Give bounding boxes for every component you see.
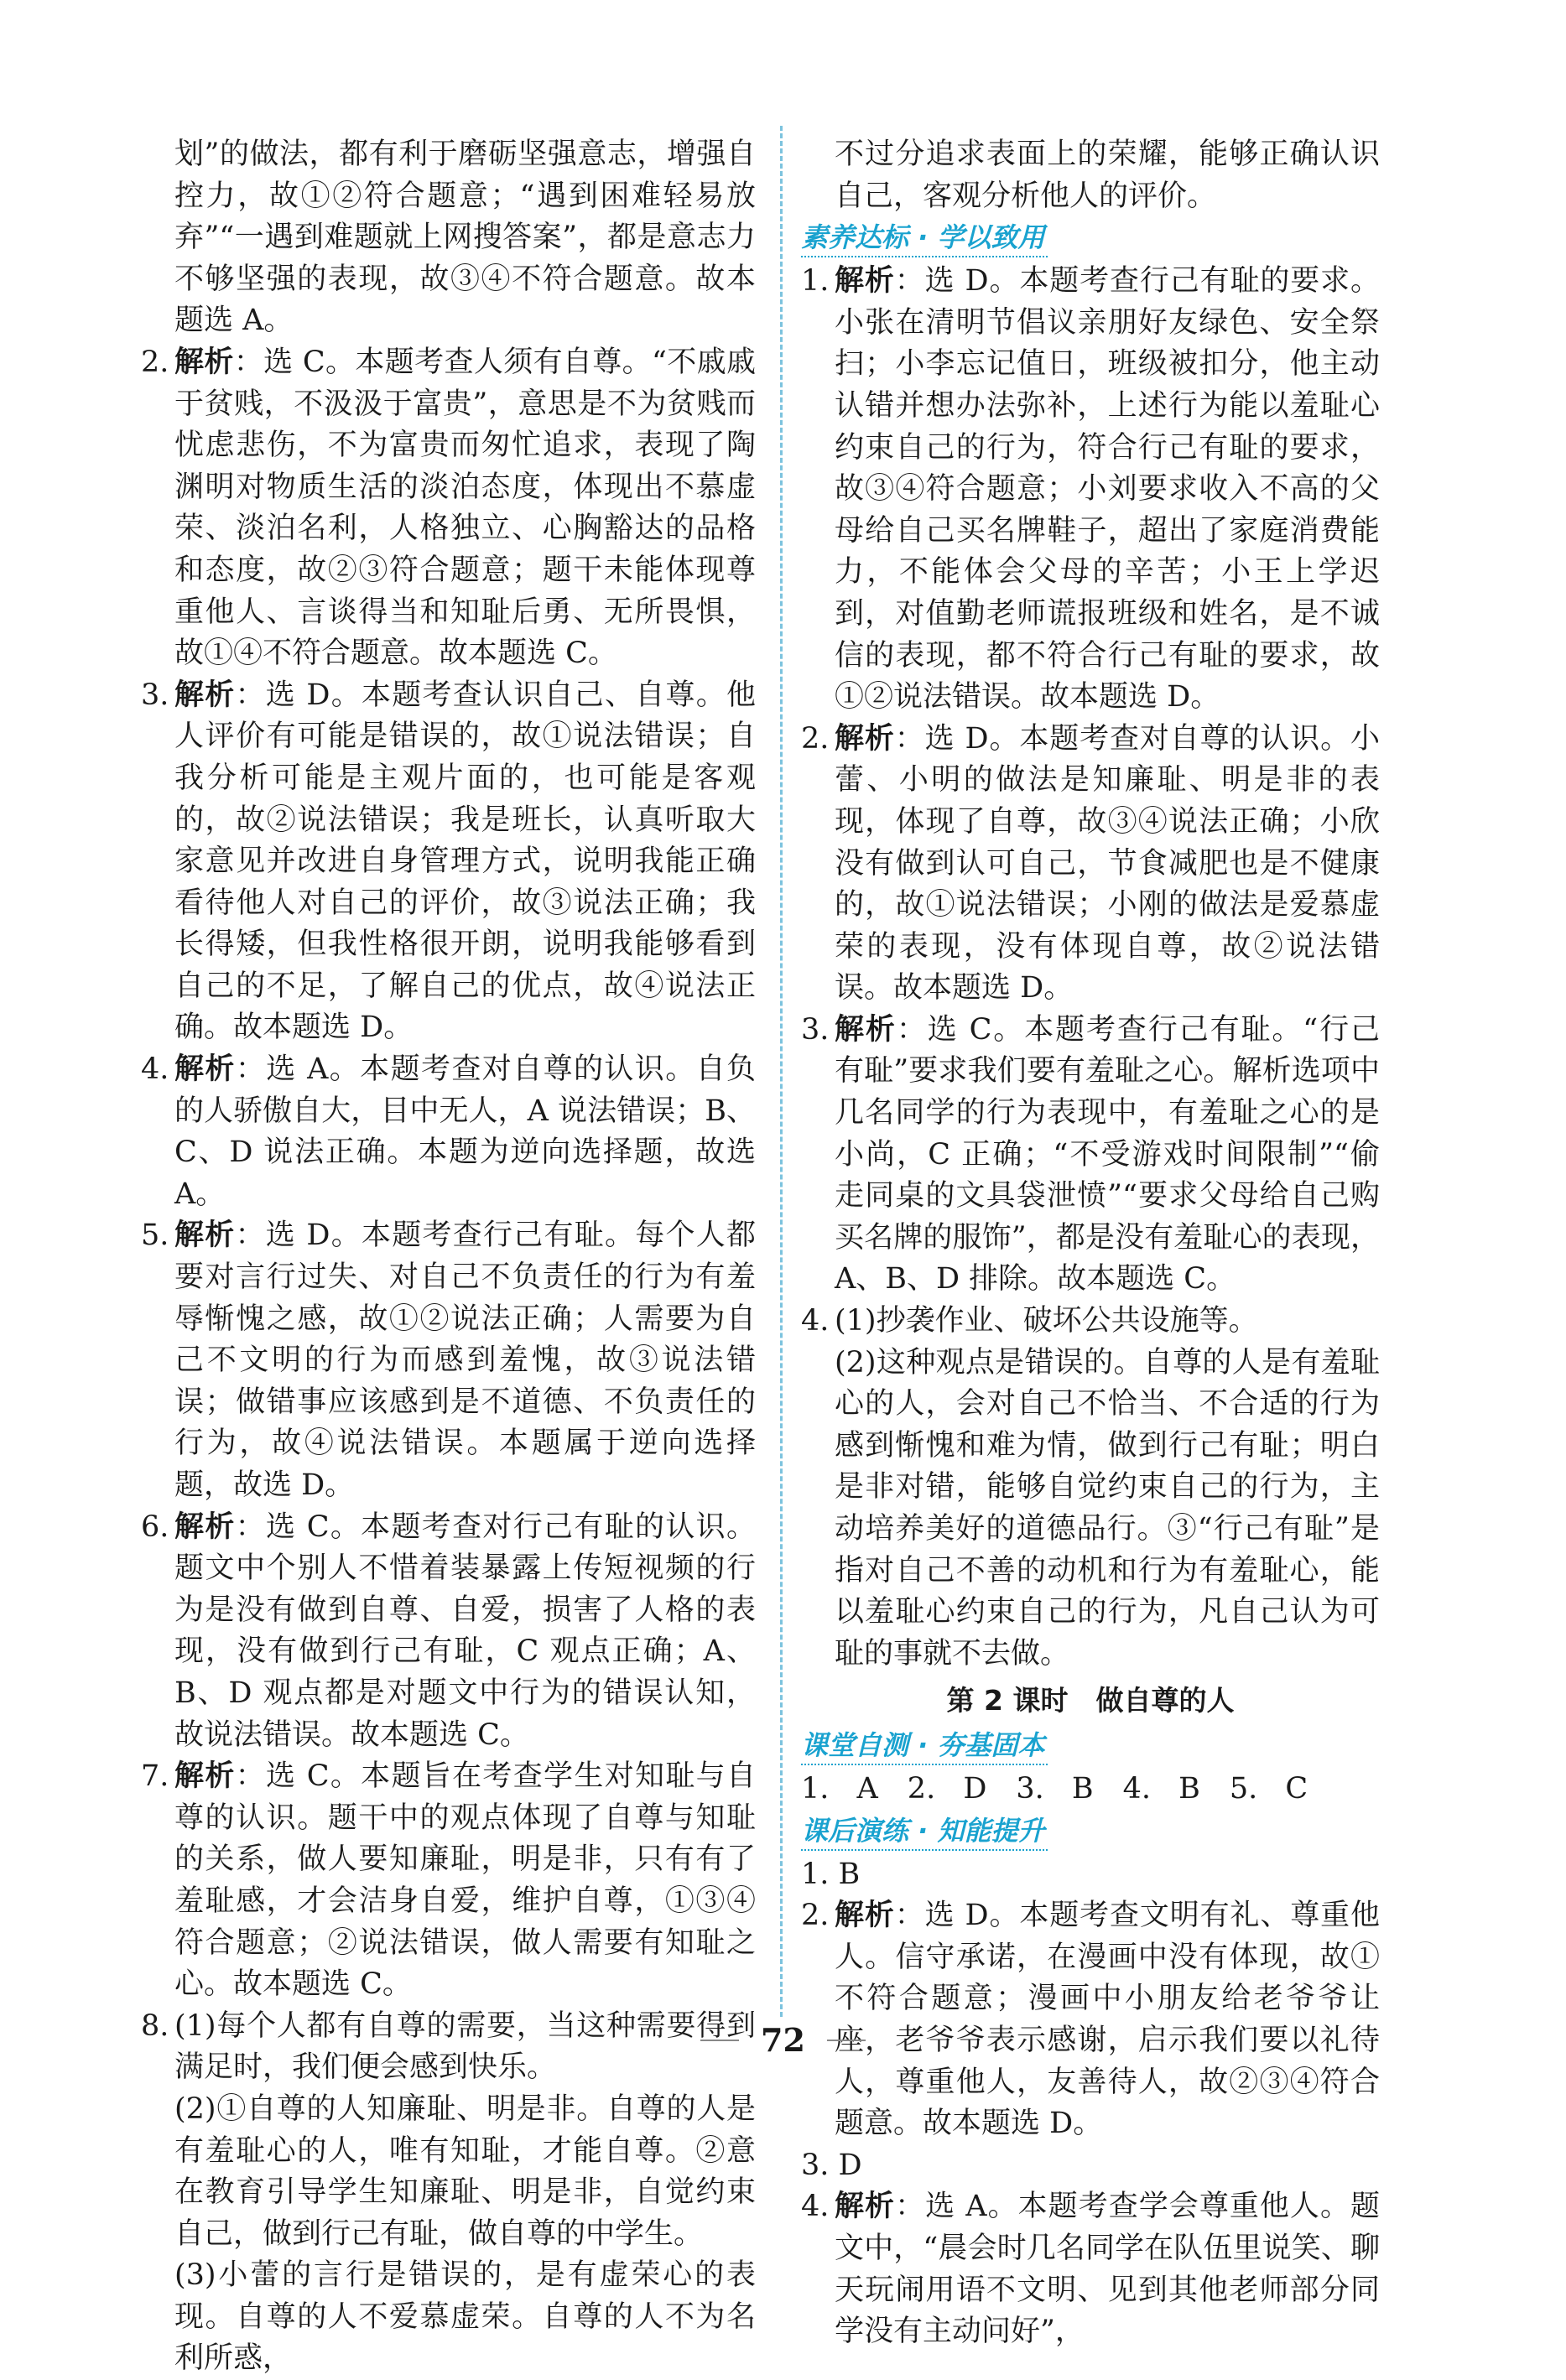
answer-text: ：选 D。本题考查行己有耻的要求。小张在清明节倡议亲朋好友绿色、安全祭扫；小李忘记值日，班级被扣分，他主动认错并想办法弥补，上述行为能以羞耻心约束自己的行为，符合行己有耻的要求，故③④符合题意；小刘要求收入不高的父母给自己买名牌鞋子，超出了家庭消费能力，不能体会父母的辛苦；小王上学迟到，对值勤老师谎报班级和姓名，是不诚信的表现，都不符合行己有耻的要求，故①②说法错误。故本题选 D。 — [835, 264, 1380, 715]
item-number: 4. — [801, 2190, 830, 2224]
item-number: 2. — [141, 345, 169, 379]
analysis-label: 解析 — [174, 1759, 236, 1794]
section-heading: 课后演练 · 知能提升 — [801, 1812, 1048, 1851]
item-number: 7. — [141, 1759, 169, 1794]
analysis-label: 解析 — [174, 345, 234, 379]
answer-item — [801, 1895, 1380, 2145]
answer-text: ：选 D。本题考查文明有礼、尊重他人。信守承诺，在漫画中没有体现，故①不符合题意；漫画中小朋友给老爷爷让座，老爷爷表示感谢，启示我们要以礼待人，尊重他人，友善待人，故②③④符合题意。故本题选 D。 — [835, 1899, 1380, 2141]
answer-item — [801, 719, 1380, 1010]
answer-item — [141, 1507, 756, 1757]
lesson-title: 第 2 课时 做自尊的人 — [946, 1684, 1235, 1717]
analysis-label: 解析 — [835, 1012, 897, 1047]
column-divider — [780, 126, 783, 2017]
item-number: 3. — [141, 678, 169, 712]
answer-text: ：选 D。本题考查认识自己、自尊。他人评价有可能是错误的，故①说法错误；自我分析可能是主观片面的，也可能是客观的，故②说法错误；我是班长，认真听取大家意见并改进自身管理方式，说明我能正确看待他人对自己的评价，故③说法正确；我长得矮，但我性格很开朗，说明我能够看到自己的不足，了解自己的优点，故④说法正确。故本题选 D。 — [174, 678, 756, 1045]
section-heading: 课堂自测 · 夯基固本 — [801, 1727, 1048, 1765]
answer-item — [141, 1756, 756, 2006]
item-number: 4. — [141, 1052, 169, 1087]
item-number: 6. — [141, 1510, 169, 1544]
item-number: 2. — [801, 721, 830, 756]
answer-item — [801, 261, 1380, 719]
sub-answer: (3)小蕾的言行是错误的，是有虚荣心的表现。自尊的人不爱慕虚荣。自尊的人不为名利所惑， — [174, 2258, 756, 2376]
analysis-label: 解析 — [174, 678, 236, 712]
answer-text: ：选 C。本题考查行己有耻。“行己有耻”要求我们要有羞耻之心。解析选项中几名同学的行为表现中，有羞耻之心的是小尚，C 正确；“不受游戏时间限制”“偷走同桌的文具袋泄愤”“要求父母给自己购买名牌的服饰”，都是没有羞耻心的表现，A、B、D 排除。故本题选 C。 — [835, 1012, 1380, 1297]
sub-answer: (1)每个人都有自尊的需要，当这种需要得到满足时，我们便会感到快乐。 — [174, 2008, 756, 2085]
answer-text: ：选 C。本题考查人须有自尊。“不戚戚于贫贱，不汲汲于富贵”，意思是不为贫贱而忧虑悲伤，不为富贵而匆忙追求，表现了陶渊明对物质生活的淡泊态度，体现出不慕虚荣、淡泊名利，人格独立、心胸豁达的品格和态度，故②③符合题意；题干未能体现尊重他人、言谈得当和知耻后勇、无所畏惧，故①④不符合题意。故本题选 C。 — [174, 345, 756, 671]
answer-key-line: 1. A 2. D 3. B 4. B 5. C — [801, 1771, 1308, 1806]
answer-text: ：选 D。本题考查对自尊的认识。小蕾、小明的做法是知廉耻、明是非的表现，体现了自尊，故③④说法正确；小欣没有做到认可自己，节食减肥也是不健康的，故①说法错误；小刚的做法是爱慕虚荣的表现，没有体现自尊，故②说法错误。故本题选 D。 — [835, 721, 1380, 1006]
analysis-label: 解析 — [174, 1510, 236, 1544]
item-number: 5. — [141, 1219, 169, 1253]
item-number: 2. — [801, 1899, 830, 1933]
answer-key-line: 3. D — [801, 2148, 862, 2182]
answer-text: ：选 C。本题考查对行己有耻的认识。题文中个别人不惜着装暴露上传短视频的行为是没有做到自尊、自爱，损害了人格的表现，没有做到行己有耻，C 观点正确；A、B、D 观点都是对题文中行为的错误认知，故说法错误。故本题选 C。 — [174, 1510, 756, 1752]
section-heading: 素养达标 · 学以致用 — [801, 219, 1048, 257]
analysis-label: 解析 — [835, 2190, 896, 2224]
answer-text: ：选 C。本题旨在考查学生对知耻与自尊的认识。题干中的观点体现了自尊与知耻的关系，做人要知廉耻，明是非，只有有了羞耻感，才会洁身自爱，维护自尊，①③④符合题意；②说法错误，做人需要有知耻之心。故本题选 C。 — [174, 1759, 756, 2002]
analysis-label: 解析 — [835, 1899, 895, 1933]
answer-item — [141, 675, 756, 1049]
item-number: 1. — [801, 264, 830, 299]
right-column — [801, 134, 1380, 2353]
answer-key-line: 1. B — [801, 1857, 861, 1891]
item-number: 8. — [141, 2008, 169, 2043]
footer-rule — [827, 2040, 866, 2041]
answer-text: ：选 A。本题考查对自尊的认识。自负的人骄傲自大，目中无人，A 说法错误；B、C、D 说法正确。本题为逆向选择题，故选 A。 — [174, 1052, 756, 1211]
answer-item — [801, 1010, 1380, 1301]
answer-item — [801, 2186, 1380, 2352]
item-number: 4. — [801, 1304, 830, 1338]
footer-rule — [700, 2040, 739, 2041]
analysis-label: 解析 — [174, 1219, 236, 1253]
answer-item — [141, 1215, 756, 1506]
page-number: 72 — [761, 2021, 805, 2059]
sub-answer: (1)抄袭作业、破坏公共设施等。 — [835, 1304, 1258, 1338]
answer-item — [141, 1049, 756, 1215]
answer-item — [141, 2006, 756, 2380]
analysis-label: 解析 — [835, 264, 895, 299]
analysis-label: 解析 — [835, 721, 895, 756]
answer-text: ：选 A。本题考查学会尊重他人。题文中，“晨会时几名同学在队伍里说笑、聊天玩闹用语不文明、见到其他老师部分同学没有主动问好”， — [835, 2190, 1380, 2349]
answer-text: ：选 D。本题考查行己有耻。每个人都要对言行过失、对自己不负责任的行为有羞辱惭愧之感，故①②说法正确；人需要为自己不文明的行为而感到羞愧，故③说法错误；做错事应该感到是不道德、不负责任的行为，故④说法错误。本题属于逆向选择题，故选 D。 — [174, 1219, 756, 1502]
item-number: 3. — [801, 1012, 830, 1047]
paragraph: 不过分追求表面上的荣耀，能够正确认识自己，客观分析他人的评价。 — [835, 138, 1380, 213]
sub-answer: (2)这种观点是错误的。自尊的人是有羞耻心的人，会对自己不恰当、不合适的行为感到惭愧和难为情，做到行己有耻；明白是非对错，能够自觉约束自己的行为，主动培养美好的道德品行。③“行己有耻”是指对自己不善的动机和行为有羞耻心，能以羞耻心约束自己的行为，凡自己认为可耻的事就不去做。 — [835, 1345, 1380, 1671]
page-footer — [0, 2021, 1566, 2059]
answer-item — [141, 342, 756, 675]
answer-item — [801, 1301, 1380, 1675]
sub-answer: (2)①自尊的人知廉耻、明是非。自尊的人是有羞耻心的人，唯有知耻，才能自尊。②意在教育引导学生知廉耻、明是非，自觉约束自己，做到行己有耻，做自尊的中学生。 — [174, 2092, 756, 2251]
paragraph: 划”的做法，都有利于磨砺坚强意志，增强自控力，故①②符合题意；“遇到困难轻易放弃”“一遇到难题就上网搜答案”，都是意志力不够坚强的表现，故③④不符合题意。故本题选 A。 — [174, 138, 756, 338]
analysis-label: 解析 — [174, 1052, 236, 1087]
